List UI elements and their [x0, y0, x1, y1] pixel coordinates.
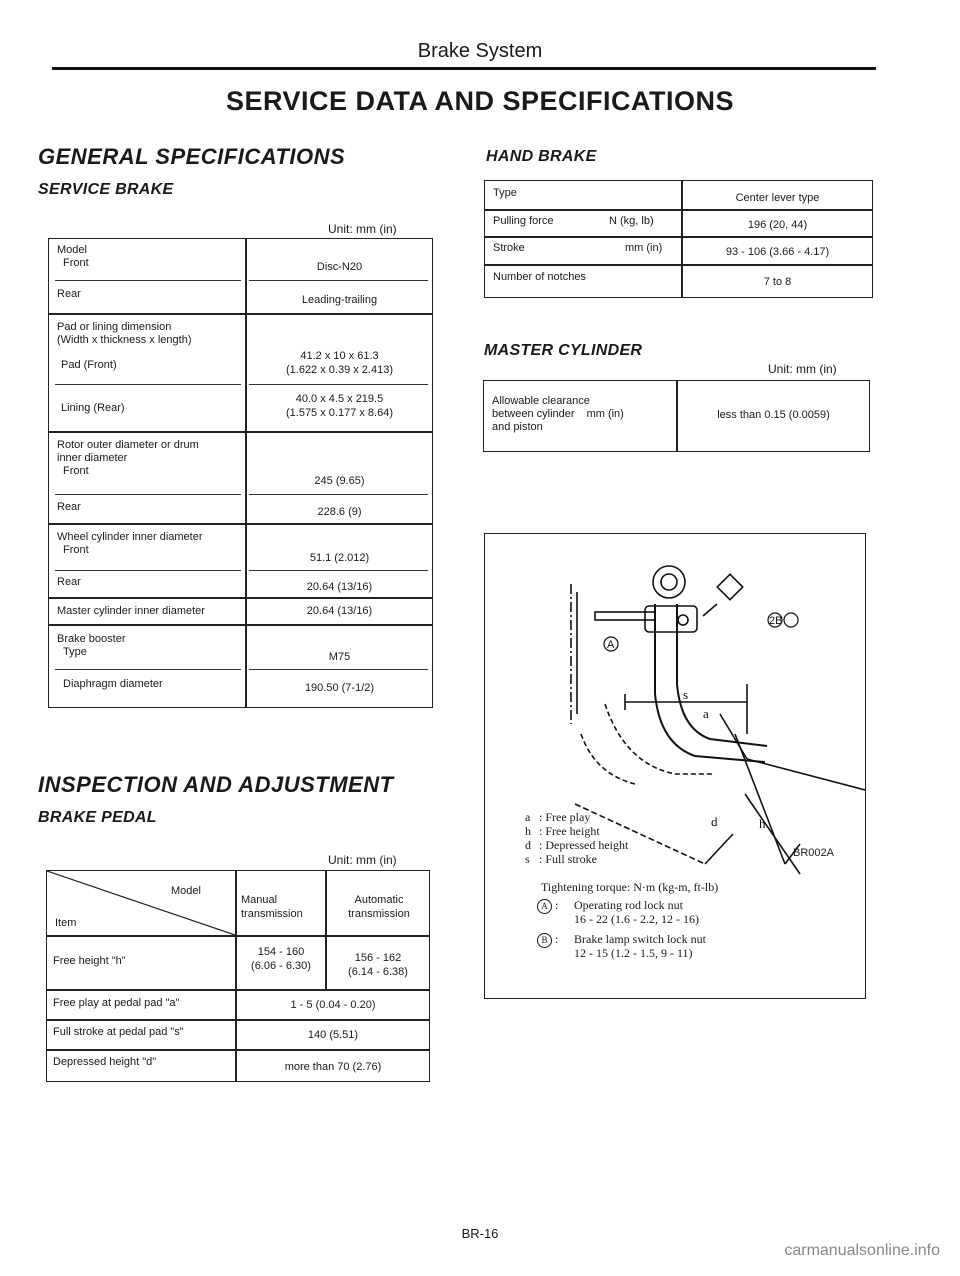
- booster-type-value: M75: [328, 651, 351, 663]
- booster-type-label: Type: [63, 646, 87, 658]
- hb-type-value: Center lever type: [735, 192, 820, 204]
- hb-type-label: Type: [493, 187, 517, 199]
- pad-dimension-sub: (Width x thickness x length): [57, 334, 192, 346]
- label-s: s: [683, 687, 689, 702]
- head-item: Item: [55, 917, 77, 929]
- wheel-rear-label: Rear: [57, 576, 81, 588]
- fh-auto: 156 - 162: [354, 952, 402, 964]
- hb-stroke-label: Stroke: [493, 242, 525, 254]
- wheel-cylinder-label: Wheel cylinder inner diameter: [57, 531, 203, 543]
- page-title: SERVICE DATA AND SPECIFICATIONS: [225, 86, 735, 116]
- section-header: Brake System: [417, 40, 543, 62]
- hb-notches-value: 7 to 8: [763, 276, 792, 288]
- marker-B-icon: B: [537, 933, 552, 948]
- hb-notches-label: Number of notches: [493, 271, 586, 283]
- master-cylinder-unit: Unit: mm (in): [768, 362, 837, 376]
- rotor-label: Rotor outer diameter or drum: [57, 439, 199, 451]
- pad-front-label: Pad (Front): [61, 359, 117, 371]
- fh-manual-in: (6.06 - 6.30): [251, 960, 311, 972]
- model-front-value: Disc-N20: [316, 261, 363, 273]
- hand-brake-title: HAND BRAKE: [486, 148, 597, 165]
- brake-pedal-unit: Unit: mm (in): [328, 853, 397, 867]
- pad-front-value-in: (1.622 x 0.39 x 2.413): [285, 364, 393, 376]
- header-rule: [52, 67, 876, 70]
- diaphragm-label: Diaphragm diameter: [63, 678, 163, 690]
- torque-B: B : Brake lamp switch lock nut 12 - 15 (1.2 - 1.5, 9 - 11): [537, 932, 706, 960]
- mc-label-unit: mm (in): [586, 408, 624, 420]
- free-play-value: 1 - 5 (0.04 - 0.20): [290, 999, 376, 1011]
- label-a: a: [703, 706, 709, 721]
- service-brake-table: [48, 238, 433, 708]
- rotor-rear-value: 228.6 (9): [317, 506, 362, 518]
- free-height-label: Free height "h": [53, 955, 126, 967]
- hb-pulling-label: Pulling force: [493, 215, 554, 227]
- model-label: Model: [57, 244, 87, 256]
- mc-label-1: Allowable clearance: [492, 395, 590, 407]
- diagram-legend: a : Free play h : Free height d : Depressed height s : Full stroke: [525, 810, 629, 866]
- hb-stroke-value: 93 - 106 (3.66 - 4.17): [725, 246, 830, 258]
- hb-pulling-value: 196 (20, 44): [747, 219, 808, 231]
- depressed-value: more than 70 (2.76): [284, 1061, 382, 1073]
- watermark: carmanualsonline.info: [784, 1242, 940, 1259]
- master-cylinder-table: [483, 380, 870, 452]
- wheel-front-value: 51.1 (2.012): [309, 552, 370, 564]
- pad-dimension-label: Pad or lining dimension: [57, 321, 172, 333]
- full-stroke-label: Full stroke at pedal pad "s": [53, 1026, 184, 1038]
- service-brake-unit: Unit: mm (in): [328, 222, 397, 236]
- inspection-title: INSPECTION AND ADJUSTMENT: [38, 772, 394, 797]
- column-divider: [245, 239, 247, 707]
- hb-pulling-unit: N (kg, lb): [609, 215, 654, 227]
- mc-label-2: between cylinder: [492, 408, 575, 420]
- lining-rear-value-in: (1.575 x 0.177 x 8.64): [285, 407, 393, 419]
- fh-manual: 154 - 160: [257, 946, 305, 958]
- lining-rear-value: 40.0 x 4.5 x 219.5: [295, 393, 384, 405]
- label-h: h: [759, 816, 766, 831]
- head-auto-2: transmission: [348, 908, 410, 920]
- model-front-label: Front: [63, 257, 89, 269]
- label-d: d: [711, 814, 718, 829]
- mc-label-3: and piston: [492, 421, 543, 433]
- diagram-code: BR002A: [793, 847, 834, 859]
- marker-A-label: A: [607, 639, 615, 651]
- pad-front-value: 41.2 x 10 x 61.3: [300, 350, 379, 362]
- head-manual: Manual: [241, 894, 278, 906]
- general-specs-title: GENERAL SPECIFICATIONS: [38, 144, 346, 169]
- fh-auto-in: (6.14 - 6.38): [348, 966, 408, 978]
- master-cylinder-title: MASTER CYLINDER: [484, 342, 643, 359]
- model-rear-label: Rear: [57, 288, 81, 300]
- service-brake-title: SERVICE BRAKE: [38, 181, 174, 198]
- torque-title: Tightening torque: N·m (kg-m, ft-lb): [541, 880, 719, 894]
- rotor-front-label: Front: [63, 465, 89, 477]
- brake-pedal-table: [46, 870, 430, 1082]
- booster-label: Brake booster: [57, 633, 126, 645]
- rotor-rear-label: Rear: [57, 501, 81, 513]
- master-cylinder-value: 20.64 (13/16): [306, 605, 373, 617]
- hand-brake-table: [484, 180, 873, 298]
- diaphragm-value: 190.50 (7-1/2): [304, 682, 375, 694]
- pedal-drawing: [485, 534, 865, 998]
- rotor-front-value: 245 (9.65): [314, 475, 365, 487]
- head-model: Model: [171, 885, 201, 897]
- head-manual-2: transmission: [241, 908, 303, 920]
- mc-value: less than 0.15 (0.0059): [717, 409, 830, 421]
- model-rear-value: Leading-trailing: [301, 294, 378, 306]
- lining-rear-label: Lining (Rear): [61, 402, 125, 414]
- full-stroke-value: 140 (5.51): [307, 1029, 359, 1041]
- marker-A-icon: A: [537, 899, 552, 914]
- rotor-label-2: inner diameter: [57, 452, 128, 464]
- wheel-rear-value: 20.64 (13/16): [306, 581, 373, 593]
- free-play-label: Free play at pedal pad "a": [53, 997, 180, 1009]
- wheel-front-label: Front: [63, 544, 89, 556]
- marker-2B-label: 2B: [769, 615, 783, 627]
- head-auto: Automatic: [354, 894, 404, 906]
- master-cylinder-label: Master cylinder inner diameter: [57, 605, 205, 617]
- torque-A: A : Operating rod lock nut 16 - 22 (1.6 - 2.2, 12 - 16): [537, 898, 699, 926]
- brake-pedal-diagram: [484, 533, 866, 999]
- hb-stroke-unit: mm (in): [625, 242, 663, 254]
- page-number: BR-16: [461, 1226, 499, 1241]
- depressed-label: Depressed height "d": [53, 1056, 157, 1068]
- brake-pedal-title: BRAKE PEDAL: [38, 809, 157, 826]
